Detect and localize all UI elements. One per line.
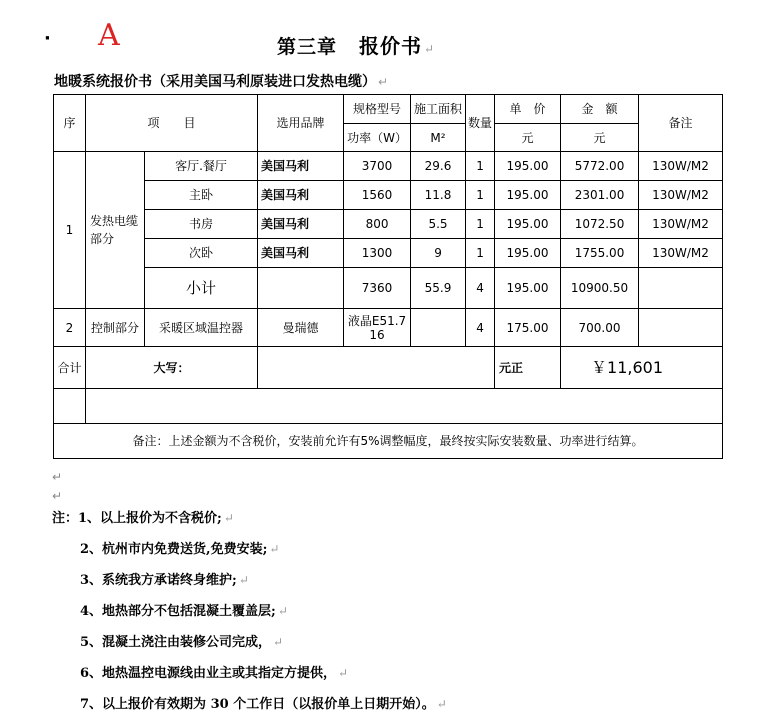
blank-cell	[86, 389, 723, 424]
amount-cell: 5772.00	[561, 152, 639, 181]
table-row	[54, 239, 723, 268]
price-cell: 195.00	[495, 210, 561, 239]
list-item: 7、以上报价有效期为 30 个工作日（以报价单上日期开始）。 ↵	[80, 697, 447, 712]
group2-item: 采暖区域温控器	[145, 309, 258, 347]
blank-cell	[54, 389, 86, 424]
power-cell: 3700	[344, 152, 411, 181]
page-title	[277, 30, 435, 59]
qty-cell: 1	[466, 152, 495, 181]
price-cell: 195.00	[495, 181, 561, 210]
area-cell: 9	[411, 239, 466, 268]
paragraph-mark-icon: ↵	[52, 470, 63, 484]
amount-cell: 1755.00	[561, 239, 639, 268]
list-item: 2、杭州市内免费送货,免费安装; ↵	[80, 542, 280, 557]
paragraph-mark-icon: ↵	[52, 489, 63, 503]
capital-label: 大写：	[86, 347, 258, 389]
header-area-unit: M²	[411, 124, 466, 152]
subtotal-amount: 10900.50	[561, 268, 639, 309]
header-seq: 序	[54, 95, 86, 152]
capital-value	[258, 347, 495, 389]
header-spec: 规格型号	[344, 95, 411, 124]
group1-name: 发热电缆部分	[86, 152, 145, 309]
footer-note: 备注：上述金额为不含税价，安装前允许有5%调整幅度，最终按实际安装数量、功率进行结算。	[54, 424, 723, 459]
header-power: 功率（W）	[344, 124, 411, 152]
group2-qty: 4	[466, 309, 495, 347]
header-remark: 备注	[639, 95, 723, 152]
subtitle-text: 地暖系统报价书（采用美国马利原装进口发热电缆）	[54, 74, 376, 90]
brand-cell: 美国马利	[258, 152, 344, 181]
group2-amount: 700.00	[561, 309, 639, 347]
room-cell: 客厅.餐厅	[145, 152, 258, 181]
qty-cell: 1	[466, 210, 495, 239]
list-item: 注：1、以上报价为不含税价; ↵	[52, 511, 234, 526]
brand-cell: 美国马利	[258, 239, 344, 268]
brand-cell: 美国马利	[258, 181, 344, 210]
price-cell: 195.00	[495, 239, 561, 268]
header-amount-unit: 元	[561, 124, 639, 152]
room-cell: 主卧	[145, 181, 258, 210]
brand-cell: 美国马利	[258, 210, 344, 239]
header-item: 项 目	[86, 95, 258, 152]
area-cell: 5.5	[411, 210, 466, 239]
remark-cell: 130W/M2	[639, 181, 723, 210]
subtotal-remark	[639, 268, 723, 309]
bullet-mark: ·	[44, 28, 51, 49]
header-price-unit: 元	[495, 124, 561, 152]
subtotal-area: 55.9	[411, 268, 466, 309]
qty-cell: 1	[466, 239, 495, 268]
subtotal-brand	[258, 268, 344, 309]
group1-seq: 1	[54, 152, 86, 309]
list-item: 5、混凝土浇注由装修公司完成， ↵	[80, 635, 284, 650]
remark-cell: 130W/M2	[639, 239, 723, 268]
header-brand: 选用品牌	[258, 95, 344, 152]
group2-spec: 液晶E51.716	[344, 309, 411, 347]
power-cell: 1560	[344, 181, 411, 210]
power-cell: 800	[344, 210, 411, 239]
room-cell: 书房	[145, 210, 258, 239]
qty-cell: 1	[466, 181, 495, 210]
title-label: 报价书	[359, 34, 423, 58]
header-area: 施工面积	[411, 95, 466, 124]
header-price: 单 价	[495, 95, 561, 124]
group2-remark	[639, 309, 723, 347]
header-amount: 金 额	[561, 95, 639, 124]
subtotal-label: 小计	[145, 268, 258, 309]
remark-cell: 130W/M2	[639, 152, 723, 181]
header-qty: 数量	[466, 95, 495, 152]
group2-brand: 曼瑞德	[258, 309, 344, 347]
subtotal-price: 195.00	[495, 268, 561, 309]
paragraph-mark-icon: ↵	[424, 42, 436, 56]
total-label: 合计	[54, 347, 86, 389]
blank-row	[54, 389, 723, 424]
total-unit: 元正	[495, 347, 561, 389]
area-cell: 11.8	[411, 181, 466, 210]
group2-area	[411, 309, 466, 347]
list-item: 3、系统我方承诺终身维护; ↵	[80, 573, 249, 588]
notes-list	[52, 507, 447, 724]
power-cell: 1300	[344, 239, 411, 268]
subtotal-row	[54, 268, 723, 309]
subtotal-qty: 4	[466, 268, 495, 309]
list-item: 6、地热温控电源线由业主或其指定方提供， ↵	[80, 666, 349, 681]
list-item: 4、地热部分不包括混凝土覆盖层; ↵	[80, 604, 288, 619]
subtotal-power: 7360	[344, 268, 411, 309]
total-row	[54, 347, 723, 389]
table-subtitle	[54, 71, 388, 91]
remark-cell: 130W/M2	[639, 210, 723, 239]
amount-cell: 2301.00	[561, 181, 639, 210]
table-row	[54, 309, 723, 347]
table-row	[54, 152, 723, 181]
group2-seq: 2	[54, 309, 86, 347]
table-row	[54, 181, 723, 210]
room-cell: 次卧	[145, 239, 258, 268]
amount-cell: 1072.50	[561, 210, 639, 239]
area-cell: 29.6	[411, 152, 466, 181]
paragraph-mark-icon: ↵	[378, 75, 389, 89]
table-row	[54, 210, 723, 239]
price-cell: 195.00	[495, 152, 561, 181]
group2-name: 控制部分	[86, 309, 145, 347]
quote-table	[53, 94, 723, 459]
total-amount: ￥11,601	[561, 347, 723, 389]
logo-letter: A	[98, 18, 120, 53]
footer-note-row	[54, 424, 723, 459]
group2-price: 175.00	[495, 309, 561, 347]
chapter-label: 第三章	[277, 36, 338, 58]
